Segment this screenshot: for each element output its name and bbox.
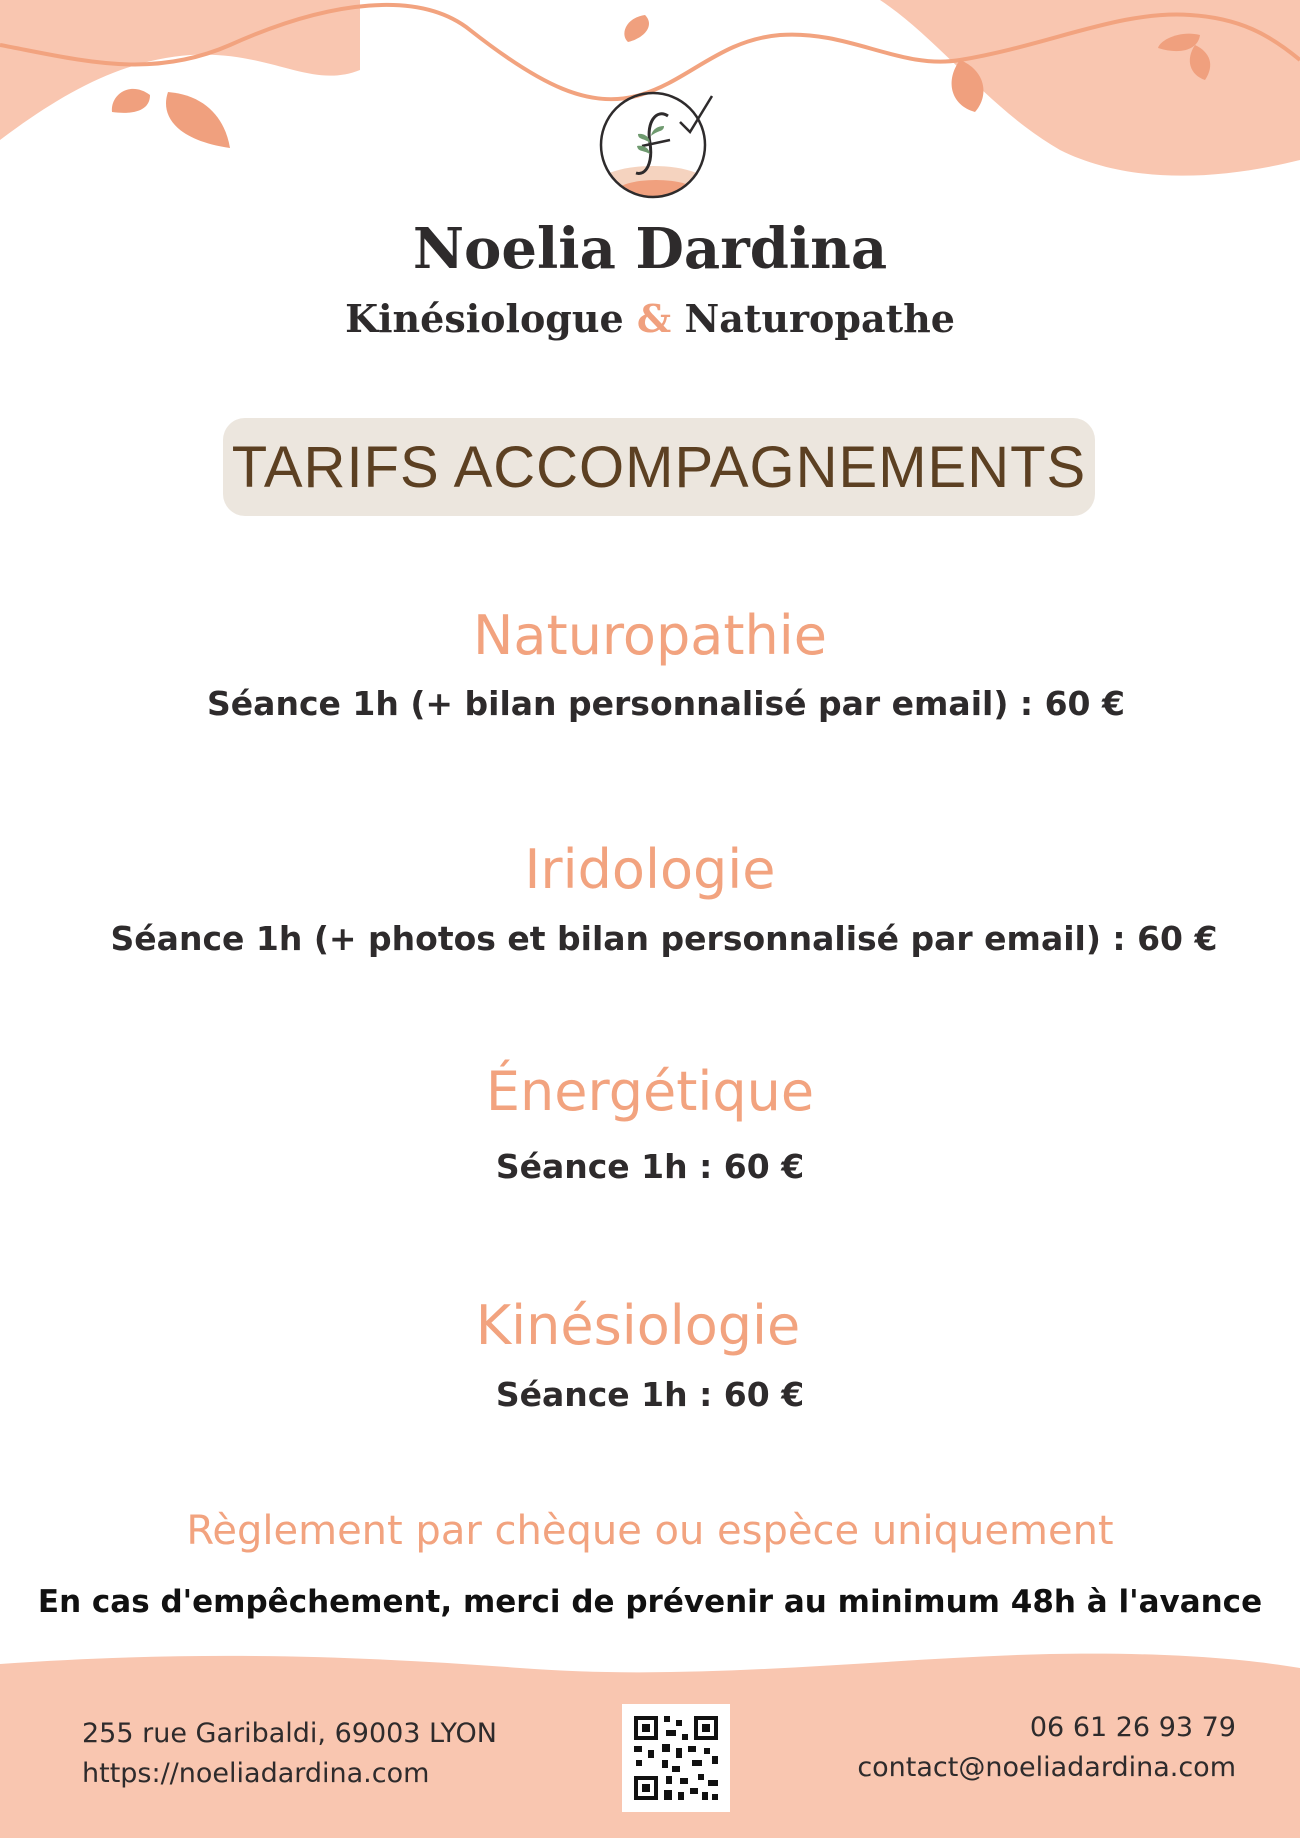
subtitle-kinesiologue: Kinésiologue bbox=[345, 296, 624, 341]
service-title-energetique: Énergétique bbox=[485, 1060, 815, 1123]
service-title-iridologie: Iridologie bbox=[524, 838, 776, 901]
subtitle-naturopathe: Naturopathe bbox=[684, 296, 955, 341]
payment-note: Règlement par chèque ou espèce uniquement bbox=[186, 1508, 1114, 1554]
footer-phone[interactable]: 06 61 26 93 79 bbox=[1029, 1712, 1236, 1743]
footer-address: 255 rue Garibaldi, 69003 LYON bbox=[82, 1718, 497, 1749]
service-desc-kinesiologie: Séance 1h : 60 € bbox=[495, 1375, 805, 1414]
footer-website[interactable]: https://noeliadardina.com bbox=[82, 1758, 430, 1789]
service-title-naturopathie: Naturopathie bbox=[473, 604, 827, 667]
service-title-kinesiologie: Kinésiologie bbox=[475, 1294, 801, 1357]
service-desc-energetique: Séance 1h : 60 € bbox=[495, 1147, 805, 1186]
section-title: TARIFS ACCOMPAGNEMENTS bbox=[231, 434, 1087, 500]
logo-plant-icon bbox=[598, 88, 718, 203]
section-title-box bbox=[223, 418, 1095, 516]
service-desc-iridologie: Séance 1h (+ photos et bilan personnalisé par email) : 60 € bbox=[110, 919, 1218, 958]
practitioner-name: Noelia Dardina bbox=[412, 216, 888, 282]
practitioner-title bbox=[0, 296, 1300, 341]
footer-email[interactable]: contact@noeliadardina.com bbox=[857, 1752, 1236, 1783]
service-desc-naturopathie: Séance 1h (+ bilan personnalisé par email) : 60 € bbox=[207, 684, 1125, 723]
cancellation-note: En cas d'empêchement, merci de prévenir au minimum 48h à l'avance bbox=[37, 1584, 1263, 1620]
subtitle-ampersand: & bbox=[636, 296, 672, 341]
